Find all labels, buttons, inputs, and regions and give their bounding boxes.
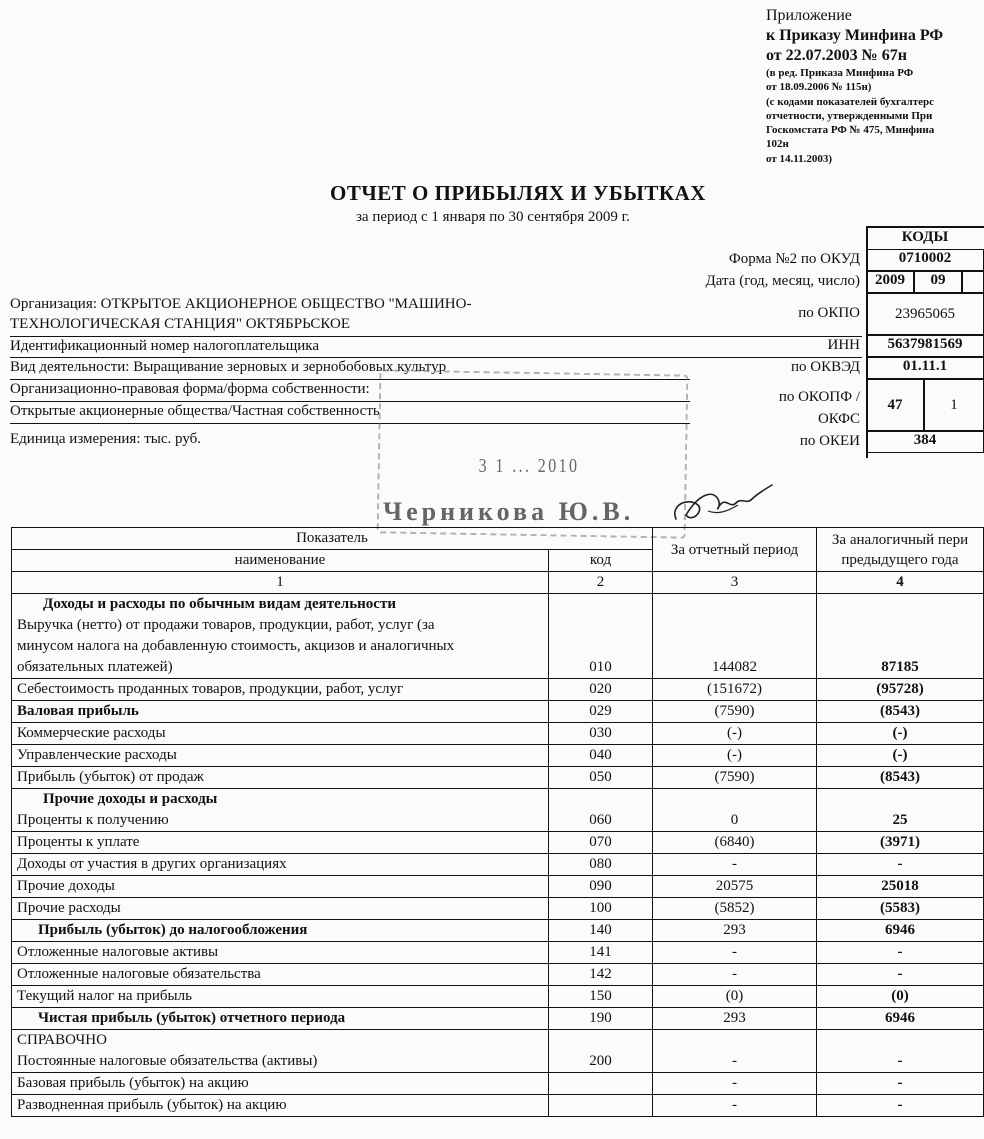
header-num: 4 xyxy=(817,572,984,594)
row-code: 070 xyxy=(549,832,653,854)
row-name: Коммерческие расходы xyxy=(12,723,549,745)
row-name: Валовая прибыль xyxy=(12,701,549,723)
table-row xyxy=(12,832,984,854)
row-value-previous: (-) xyxy=(817,745,984,767)
row-value-previous: (8543) xyxy=(817,701,984,723)
org-name-line1: Организация: ОТКРЫТОЕ АКЦИОНЕРНОЕ ОБЩЕСТВО "МАШИНО- xyxy=(10,296,472,312)
row-code: 030 xyxy=(549,723,653,745)
table-row xyxy=(12,854,984,876)
row-code: 060 xyxy=(549,789,653,832)
appendix-line: (в ред. Приказа Минфина РФ xyxy=(766,67,914,79)
row-name: Базовая прибыль (убыток) на акцию xyxy=(12,1073,549,1095)
report-title: ОТЧЕТ О ПРИБЫЛЯХ И УБЫТКАХ xyxy=(330,181,706,205)
table-row xyxy=(12,986,984,1008)
legal-form-value: Открытые акционерные общества/Частная собственность xyxy=(10,403,380,419)
table-row xyxy=(12,701,984,723)
okopf-code: 47 xyxy=(866,379,924,431)
table-row xyxy=(12,898,984,920)
row-name xyxy=(12,789,549,832)
inn-label: ИНН xyxy=(827,337,860,353)
row-value-current: - xyxy=(653,1030,817,1073)
row-value-current: 293 xyxy=(653,920,817,942)
divider xyxy=(10,357,862,358)
row-value-previous: - xyxy=(817,1030,984,1073)
row-code: 140 xyxy=(549,920,653,942)
row-value-previous: 25 xyxy=(817,789,984,832)
row-value-current: - xyxy=(653,1073,817,1095)
table-row xyxy=(12,942,984,964)
row-code: 142 xyxy=(549,964,653,986)
appendix-line: от 22.07.2003 № 67н xyxy=(766,47,907,64)
row-value-current: (5852) xyxy=(653,898,817,920)
row-name: Прочие расходы xyxy=(12,898,549,920)
report-period: за период с 1 января по 30 сентября 2009 г. xyxy=(356,209,630,225)
appendix-line: Приложение xyxy=(766,7,852,24)
row-value-current: (6840) xyxy=(653,832,817,854)
okfs-code: 1 xyxy=(924,379,984,431)
table-row xyxy=(12,1095,984,1117)
header-name: наименование xyxy=(12,550,549,572)
table-row xyxy=(12,920,984,942)
okopf-label: по ОКОПФ / xyxy=(778,389,860,405)
appendix-line: (с кодами показателей бухгалтерс xyxy=(766,95,935,108)
header-num: 1 xyxy=(12,572,549,594)
row-name-line: обязательных платежей) xyxy=(17,659,173,675)
date-label: Дата (год, месяц, число) xyxy=(705,273,860,289)
row-value-previous: (-) xyxy=(817,723,984,745)
appendix-line: от 18.09.2006 № 115н) xyxy=(766,81,872,94)
stamp-date: 3 1 ... 2010 xyxy=(478,455,580,477)
okei-label: по ОКЕИ xyxy=(799,433,860,449)
row-value-previous: (3971) xyxy=(817,832,984,854)
row-code: 100 xyxy=(549,898,653,920)
date-year: 2009 xyxy=(866,271,914,293)
signature-icon xyxy=(668,475,788,535)
okud-code: 0710002 xyxy=(866,249,984,271)
row-value-previous: - xyxy=(817,854,984,876)
row-value-current: (7590) xyxy=(653,701,817,723)
activity-type: Вид деятельности: Выращивание зерновых и зернобобовых культур xyxy=(10,359,447,375)
appendix-line: Госкомстата РФ № 475, Минфина xyxy=(766,124,935,137)
row-value-current: (-) xyxy=(653,723,817,745)
okved-code: 01.11.1 xyxy=(866,357,984,379)
row-value-current: (-) xyxy=(653,745,817,767)
profit-loss-table xyxy=(11,527,984,1117)
header-num: 2 xyxy=(549,572,653,594)
row-name-line: минусом налога на добавленную стоимость, акцизов и аналогичных xyxy=(17,638,455,654)
table-row xyxy=(12,1030,984,1073)
row-code: 050 xyxy=(549,767,653,789)
row-code: 150 xyxy=(549,986,653,1008)
row-name: Прибыль (убыток) до налогообложения xyxy=(12,920,549,942)
org-name-line2: ТЕХНОЛОГИЧЕСКАЯ СТАНЦИЯ" ОКТЯБРЬСКОЕ xyxy=(10,316,350,332)
row-name xyxy=(12,1030,549,1073)
row-name: Прибыль (убыток) от продаж xyxy=(12,767,549,789)
row-name: Чистая прибыль (убыток) отчетного периода xyxy=(12,1008,549,1030)
row-value-current: (0) xyxy=(653,986,817,1008)
row-value-previous: - xyxy=(817,942,984,964)
header-indicator: Показатель xyxy=(12,528,653,550)
row-value-previous: (8543) xyxy=(817,767,984,789)
row-value-previous: (0) xyxy=(817,986,984,1008)
row-name: Себестоимость проданных товаров, продукции, работ, услуг xyxy=(12,679,549,701)
stamp-name: Черникова Ю.В. xyxy=(383,497,635,526)
row-name: Текущий налог на прибыль xyxy=(12,986,549,1008)
divider xyxy=(10,336,862,337)
row-name: Отложенные налоговые активы xyxy=(12,942,549,964)
appendix-line: к Приказу Минфина РФ xyxy=(766,27,944,44)
row-name: Разводненная прибыль (убыток) на акцию xyxy=(12,1095,549,1117)
row-name: Проценты к уплате xyxy=(12,832,549,854)
row-code: 029 xyxy=(549,701,653,723)
row-code: 010 xyxy=(549,594,653,679)
table-row xyxy=(12,594,984,679)
row-value-previous: (5583) xyxy=(817,898,984,920)
row-value-current: - xyxy=(653,964,817,986)
codes-header: КОДЫ xyxy=(901,229,949,245)
row-code: 080 xyxy=(549,854,653,876)
table-row xyxy=(12,767,984,789)
section-title: Прочие доходы и расходы xyxy=(43,791,218,807)
table-row xyxy=(12,1073,984,1095)
appendix-line: 102н xyxy=(766,138,789,151)
row-code: 190 xyxy=(549,1008,653,1030)
row-value-current: 293 xyxy=(653,1008,817,1030)
row-value-previous: (95728) xyxy=(817,679,984,701)
row-code: 020 xyxy=(549,679,653,701)
row-code xyxy=(549,1095,653,1117)
row-code: 141 xyxy=(549,942,653,964)
row-name: Доходы от участия в других организациях xyxy=(12,854,549,876)
row-name-line: Выручка (нетто) от продажи товаров, продукции, работ, услуг (за xyxy=(17,617,435,633)
header-period: За отчетный период xyxy=(653,528,817,572)
row-name xyxy=(12,594,549,679)
date-day xyxy=(962,271,984,293)
row-value-current: - xyxy=(653,854,817,876)
okpo-code: 23965065 xyxy=(866,293,984,335)
row-name: Управленческие расходы xyxy=(12,745,549,767)
header-code: код xyxy=(549,550,653,572)
okei-code: 384 xyxy=(866,431,984,453)
row-value-previous: 6946 xyxy=(817,920,984,942)
header-prev-line1: За аналогичный пери xyxy=(831,531,969,548)
table-row xyxy=(12,723,984,745)
table-row xyxy=(12,745,984,767)
table-row xyxy=(12,1008,984,1030)
reference-title: СПРАВОЧНО xyxy=(17,1032,107,1048)
row-value-previous: - xyxy=(817,1095,984,1117)
row-name-line: Проценты к получению xyxy=(17,812,169,828)
appendix-line: отчетности, утвержденными При xyxy=(766,109,933,122)
row-value-previous: 6946 xyxy=(817,1008,984,1030)
inn-code: 5637981569 xyxy=(866,335,984,357)
table-row xyxy=(12,789,984,832)
row-value-previous: 25018 xyxy=(817,876,984,898)
header-prev-period xyxy=(817,528,984,572)
okud-label: Форма №2 по ОКУД xyxy=(728,251,860,267)
row-value-current: 0 xyxy=(653,789,817,832)
table-row xyxy=(12,964,984,986)
table-row xyxy=(12,679,984,701)
okfs-label: ОКФС xyxy=(817,411,860,427)
row-value-previous: - xyxy=(817,1073,984,1095)
appendix-line: от 14.11.2003) xyxy=(766,152,833,165)
date-month: 09 xyxy=(914,271,962,293)
row-value-previous: 87185 xyxy=(817,594,984,679)
okpo-label: по ОКПО xyxy=(798,305,860,321)
inn-caption: Идентификационный номер налогоплательщика xyxy=(10,338,320,354)
row-value-current: 144082 xyxy=(653,594,817,679)
row-value-current: - xyxy=(653,942,817,964)
row-code xyxy=(549,1073,653,1095)
header-prev-line2: предыдущего года xyxy=(841,551,959,568)
legal-form-caption: Организационно-правовая форма/форма собственности: xyxy=(10,381,370,397)
unit-of-measure: Единица измерения: тыс. руб. xyxy=(10,431,202,447)
okved-label: по ОКВЭД xyxy=(791,359,860,375)
row-code: 040 xyxy=(549,745,653,767)
row-name: Отложенные налоговые обязательства xyxy=(12,964,549,986)
row-value-current: (151672) xyxy=(653,679,817,701)
header-num: 3 xyxy=(653,572,817,594)
row-code: 200 xyxy=(549,1030,653,1073)
row-name-line: Постоянные налоговые обязательства (активы) xyxy=(17,1053,318,1069)
appendix-note xyxy=(766,6,984,166)
row-value-current: - xyxy=(653,1095,817,1117)
row-code: 090 xyxy=(549,876,653,898)
section-title: Доходы и расходы по обычным видам деятельности xyxy=(43,596,396,612)
row-value-previous: - xyxy=(817,964,984,986)
row-value-current: (7590) xyxy=(653,767,817,789)
row-name: Прочие доходы xyxy=(12,876,549,898)
row-value-current: 20575 xyxy=(653,876,817,898)
table-row xyxy=(12,876,984,898)
